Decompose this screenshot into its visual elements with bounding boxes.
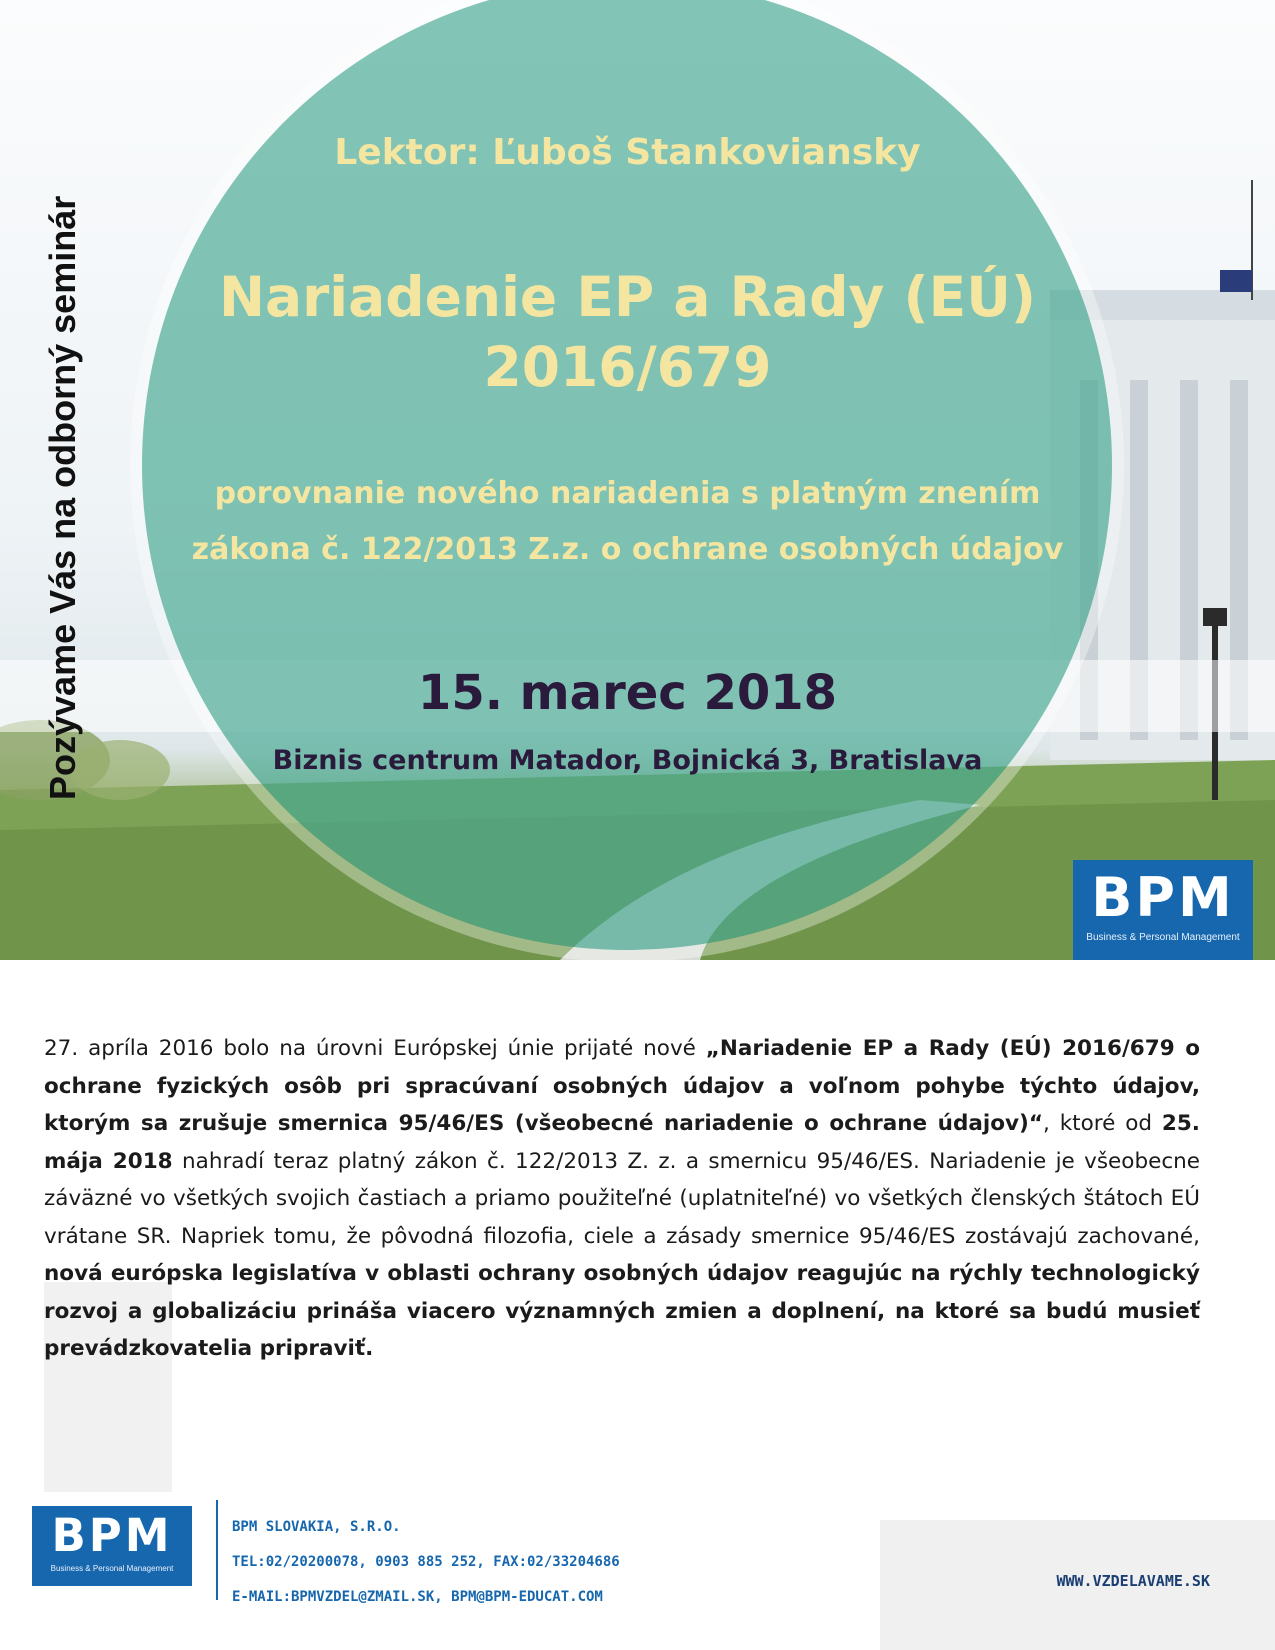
regulation-name: „Nariadenie EP a Rady (EÚ) 2016/679 o ochrane fyzických osôb pri spracúvaní osobných údajov a voľnom pohybe týchto údajov, ktorým sa zrušuje smernica 95/46/ES (všeobecné nariadenie o ochrane údajov)“ [44,1036,1200,1136]
intro-text-3: nahradí teraz platný zákon č. 122/2013 Z. z. a smernicu 95/46/ES. Nariadenie je všeobecne záväzné vo všetkých svojich častiach a priamo použiteľné (uplatniteľné) vo všetkých členských štátoch EÚ vrátane SR. Napriek tomu, že pôvodná filozofia, ciele a zásady smernice 95/46/ES zostávajú zachované, [44,1148,1200,1249]
bpm-logo-letters: BPM [1091,866,1235,929]
seminar-title-line1: Nariadenie EP a Rady (EÚ) [219,265,1036,329]
email-addresses[interactable]: E-MAIL:BPMVZDEL@ZMAIL.SK, BPM@BPM-EDUCAT.COM [232,1589,603,1605]
footer-web-box [880,1520,1275,1650]
lecturer-name: Lektor: Ľuboš Stankoviansky [334,132,921,173]
invitation-vertical-text: Pozývame Vás na odborný seminár [42,195,83,800]
effective-date: 25. mája 2018 [44,1111,1200,1174]
intro-text-1: 27. apríla 2016 bolo na úrovni Európskej únie prijaté nové [44,1036,706,1061]
intro-text-2: , ktoré od [1042,1111,1162,1136]
seminar-subtitle-line2: zákona č. 122/2013 Z.z. o ochrane osobných údajov [191,532,1064,567]
bpm-footer-logo-letters: BPM [51,1509,173,1562]
company-name: BPM SLOVAKIA, S.R.O. [232,1519,401,1535]
seminar-title-line2: 2016/679 [483,335,772,399]
bpm-footer-logo [32,1506,192,1586]
bpm-logo-tagline: Business & Personal Management [1086,932,1240,943]
bpm-footer-logo-tagline: Business & Personal Management [50,1564,174,1573]
footer-divider [216,1500,218,1600]
phone-numbers: TEL:02/20200078, 0903 885 252, FAX:02/33204686 [232,1554,620,1570]
seminar-subtitle-line1: porovnanie nového nariadenia s platným znením [214,476,1041,511]
seminar-date: 15. marec 2018 [417,665,838,721]
contact-info [232,1510,752,1615]
seminar-venue: Biznis centrum Matador, Bojnická 3, Bratislava [272,745,983,776]
intro-highlight: nová európska legislatíva v oblasti ochrany osobných údajov reagujúc na rýchly technologický rozvoj a globalizáciu prináša viacero významných zmien a doplnení, na ktoré sa budú musieť prevádzkovatelia pripraviť. [44,1261,1200,1361]
intro-paragraph [44,1030,1200,1368]
website-link[interactable]: WWW.VZDELAVAME.SK [1056,1572,1210,1590]
seminar-title [150,262,1105,402]
seminar-subtitle [150,466,1105,578]
bpm-logo [1073,860,1253,960]
